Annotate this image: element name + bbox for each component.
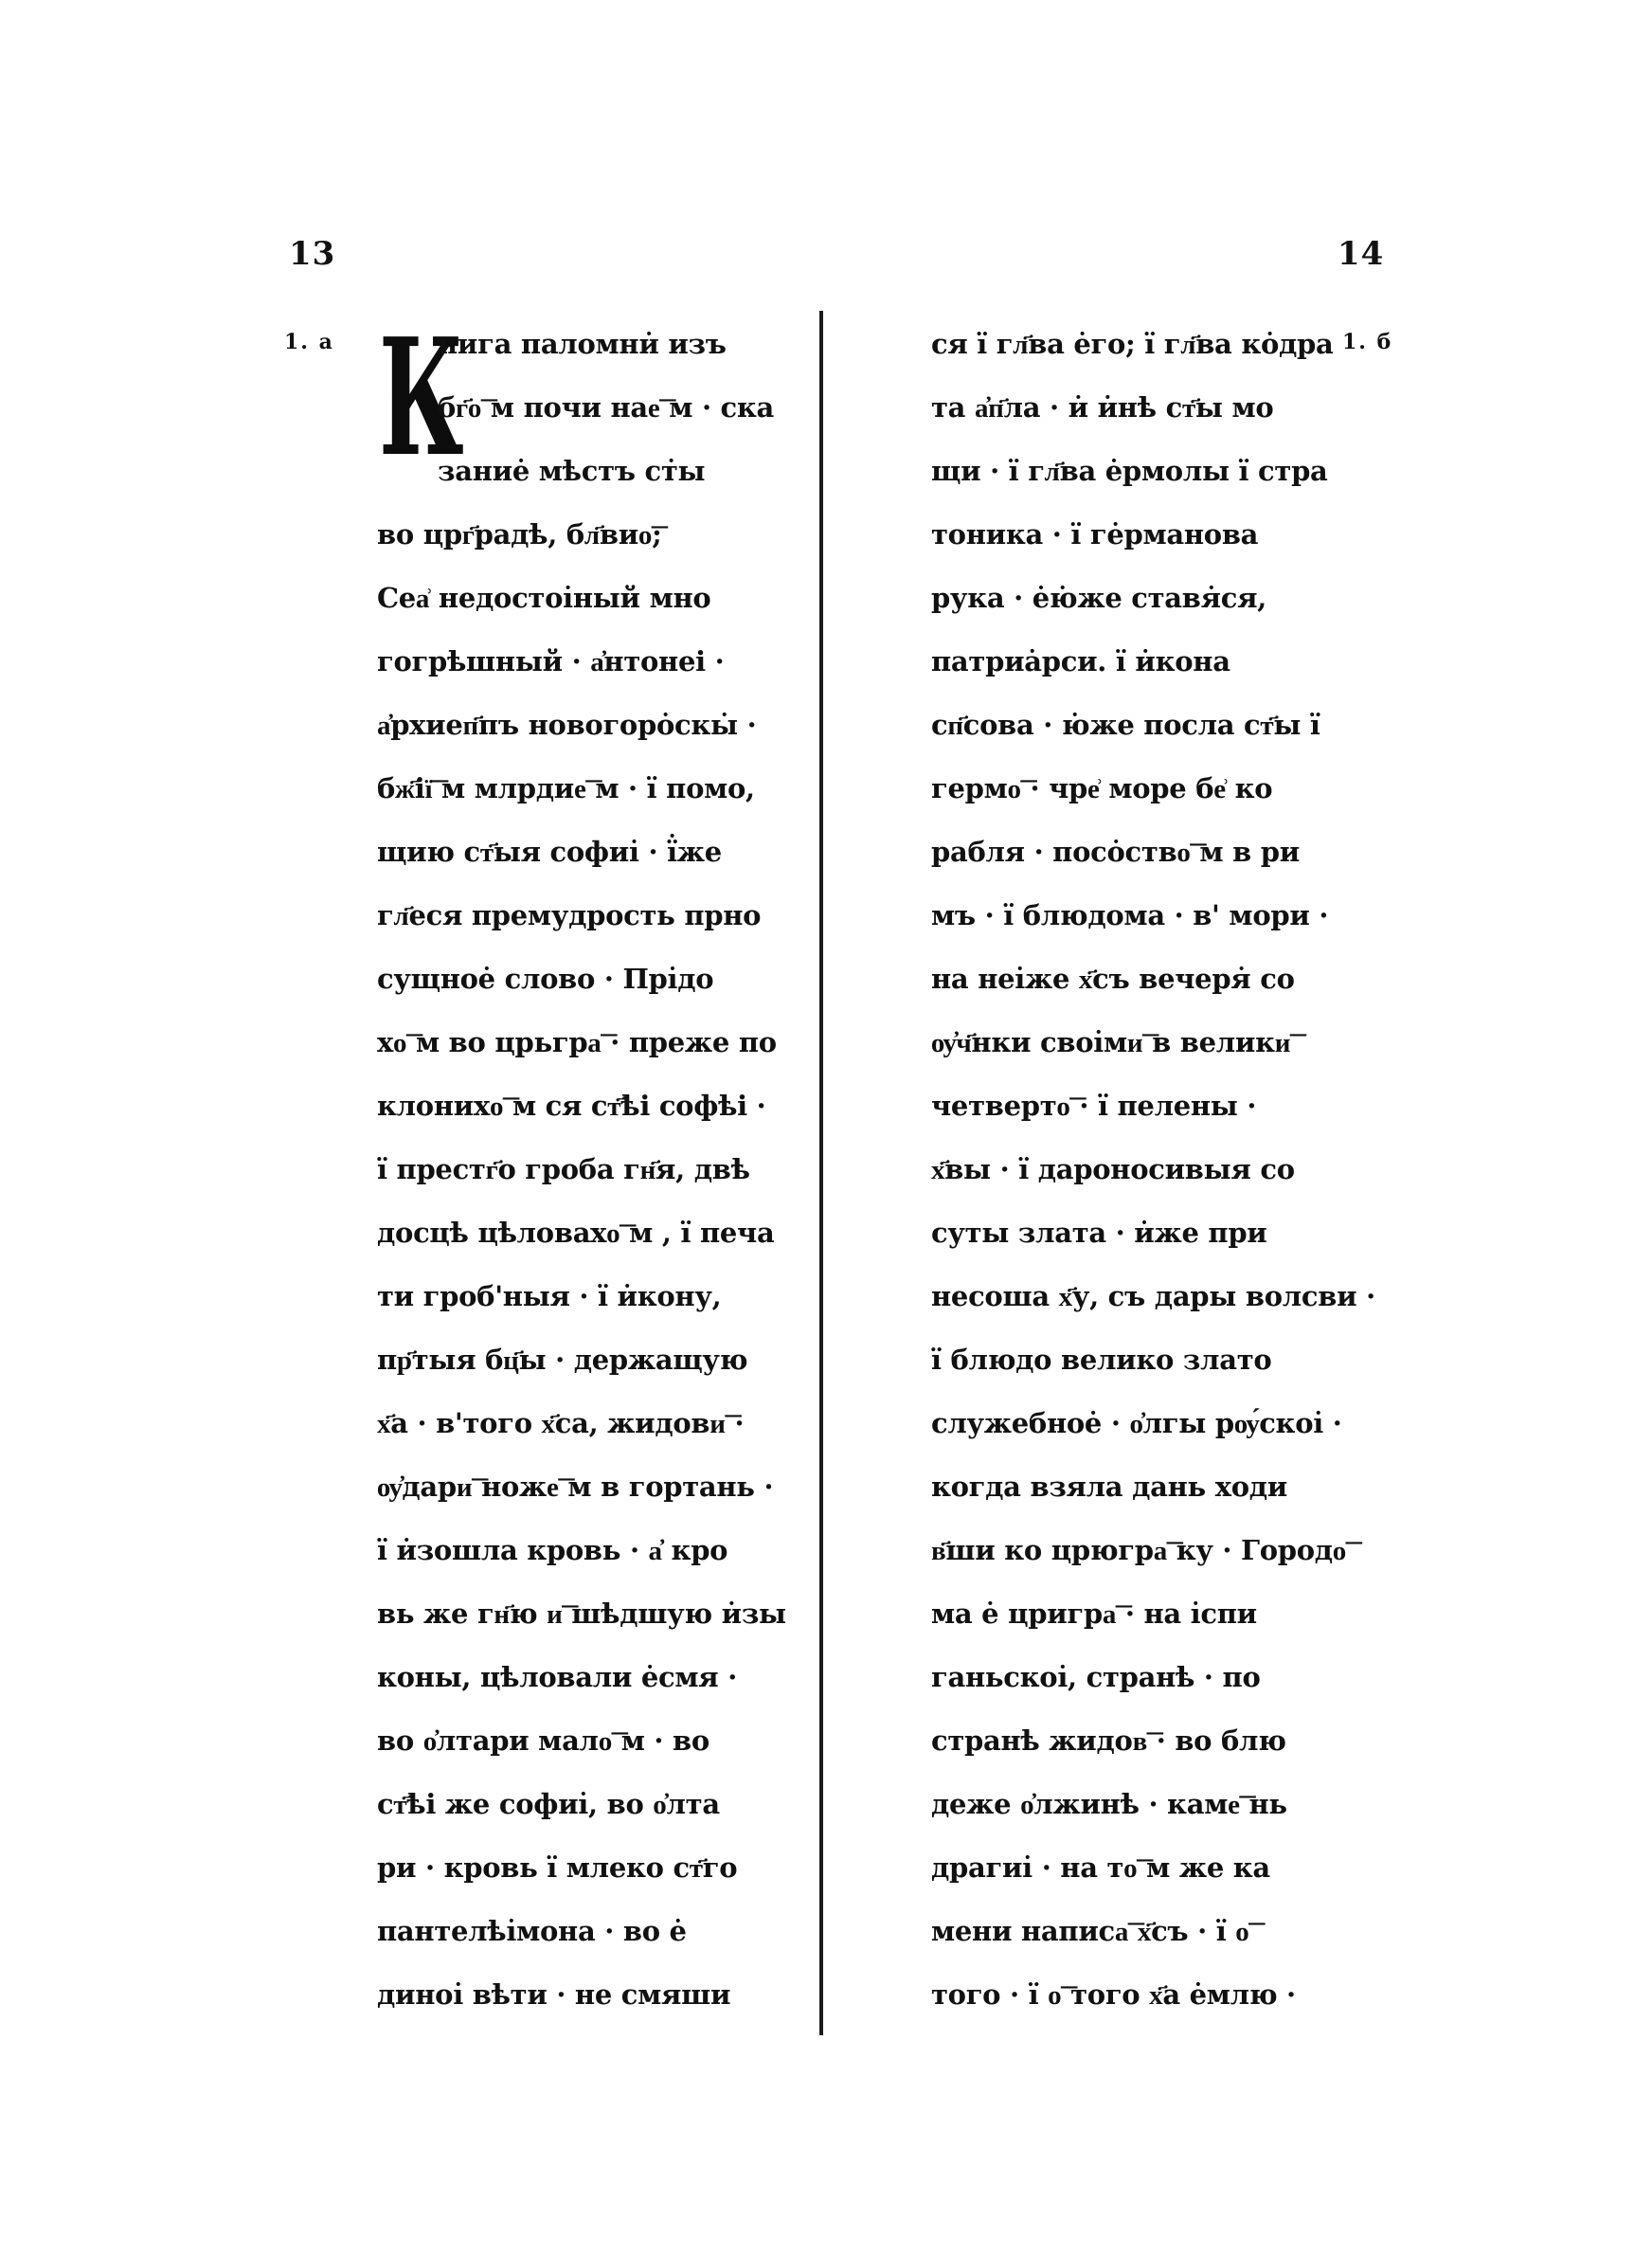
text-line: рабля · посо̇ство͞ м в ри	[931, 836, 1300, 868]
text-line: щию ст҃ыя софиі̇ · ї̇же	[377, 836, 722, 868]
text-line: пантелѣі̇мона · во е̇	[377, 1915, 687, 1947]
text-line: сущное̇ слово · Прі̇до	[377, 963, 714, 995]
text-line: четверто͞ · ї пелены ·	[931, 1090, 1257, 1122]
text-line: ма е̇ цригра͞ · на і̇спи	[931, 1598, 1257, 1630]
text-line: несоша х҃у, съ дары волсви ·	[931, 1280, 1375, 1312]
text-line: сп҃сова · ю̇же посла ст҃ы ї	[931, 709, 1320, 741]
folio-mark-right: 1. б	[1342, 330, 1393, 354]
page-number-right: 14	[1338, 235, 1385, 273]
text-line: гогрѣшный · а҆нтонеі ·	[377, 645, 725, 677]
text-line: ся ї гл҃ва е̇го; ї гл҃ва ко̇дра	[931, 328, 1334, 360]
text-line: когда взяла дань ходи	[931, 1471, 1287, 1503]
text-line: ѹ҆ч҃нки своі̇ми͞ в велики͞	[931, 1026, 1291, 1058]
text-line: хо͞ м во црьгра͞ · преже по	[377, 1026, 777, 1058]
text-line: ї престг҃о гроба гн҃я, двѣ	[377, 1153, 750, 1185]
text-line: досцѣ цѣловахо͞ м , ї печа	[377, 1217, 775, 1249]
text-line: диноі̇ вѣти · не смяши	[377, 1978, 731, 2011]
text-line: х҃а · в'того х҃са, жидови͞ ·	[377, 1407, 745, 1439]
text-line: драгиі̇ · на то͞ м же ка	[931, 1851, 1270, 1884]
text-line: ї блюдо велико злато	[931, 1344, 1272, 1376]
text-line: деже о҆лжинѣ · каме͞ нь	[931, 1788, 1287, 1820]
text-line: ї и̇зошла кровь · а҆ кро	[377, 1534, 728, 1566]
text-line: клонихо͞ м ся ст҃ѣі софѣі ·	[377, 1090, 766, 1122]
text-line: бж҃ії͞ м млрдие͞ м · ї помо,	[377, 772, 755, 804]
text-line: гл҃еся премудрость прно	[377, 899, 762, 931]
text-line: гермо͞ · чре͗ море бе͗ ко	[931, 772, 1273, 804]
text-line: вь же гн҃ю и͞ шѣдшую и̇зы	[377, 1598, 786, 1630]
folio-mark-left: 1. а	[284, 330, 334, 354]
text-line: коны, цѣловали е̇смя ·	[377, 1661, 737, 1693]
text-line: тоника · ї ге̇рманова	[931, 518, 1259, 551]
text-line: патриа̇рси. ї и̇кона	[931, 645, 1230, 677]
text-line: служебное̇ · о҆лгы рѹ́скоі̇ ·	[931, 1407, 1342, 1439]
text-line: пр҃тыя бц҃ы · держащую	[377, 1344, 748, 1376]
column-divider	[819, 311, 823, 2035]
text-line: во црг҃радѣ, бл҃вио͞;	[377, 518, 662, 551]
left-text-column	[377, 303, 794, 2036]
text-line: мени написа͞ х҃съ · ї о͞	[931, 1915, 1249, 1947]
text-line: во о҆лтари мало͞ м · во	[377, 1724, 709, 1757]
text-line: а҆рхиеп҃пъ новогоро̇скы̇ ·	[377, 709, 757, 741]
text-line: в҃ши ко црюгра͞ ку · Городо͞	[931, 1534, 1347, 1566]
text-line: мъ · ї блюдома · в' мори ·	[931, 899, 1329, 931]
text-line: нига паломни̇ изъ	[438, 328, 727, 360]
text-line: на неі̇же х҃съ вечеря̇ со	[931, 963, 1295, 995]
text-line: ст҃ѣі же софиі̇, во о҆лта	[377, 1788, 720, 1820]
text-line: ти гроб'ныя · ї и̇кону,	[377, 1280, 722, 1312]
text-line: щи · ї гл҃ва е̇рмолы ї стра	[931, 455, 1328, 487]
text-line: ѹ҆дари͞ ноже͞ м в гортань ·	[377, 1471, 774, 1503]
text-line: ганьскоі̇, странѣ · по	[931, 1661, 1261, 1693]
page-number-left: 13	[289, 235, 336, 273]
text-line: суты злата · и̇же при	[931, 1217, 1267, 1249]
text-line: того · ї о͞ того х҃а е̇млю ·	[931, 1978, 1296, 2011]
text-line: та а҆п҃ла · и̇ и̇нѣ ст҃ы мо	[931, 391, 1274, 424]
text-line: бг҃о͞ м почи нае͞ м · ска	[438, 391, 775, 424]
text-line: зание̇ мѣстъ ст̇ы	[438, 455, 706, 487]
drop-cap-initial: К	[379, 303, 464, 493]
text-line: Сеа͗ недостоі̇ный мно	[377, 582, 711, 614]
text-line: странѣ жидов͞ · во блю	[931, 1724, 1286, 1757]
text-line: ри · кровь ї млеко ст҃го	[377, 1851, 738, 1884]
text-line: х҃вы · ї дароносивыя со	[931, 1153, 1295, 1185]
text-line: рука · е̇ю̇же ставя̇ся,	[931, 582, 1267, 614]
